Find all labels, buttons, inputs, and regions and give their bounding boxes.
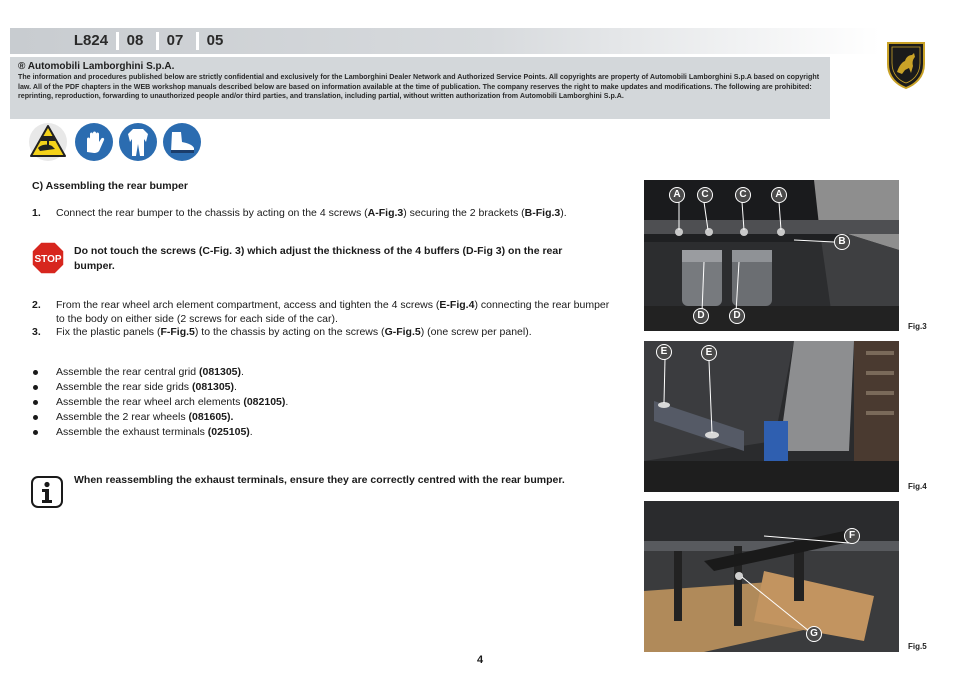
step-text-part: ) (one screw per panel). bbox=[420, 326, 532, 338]
legal-notice bbox=[10, 57, 830, 119]
step-ref: F-Fig.5 bbox=[160, 326, 195, 338]
step-ref: G-Fig.5 bbox=[384, 326, 421, 338]
step-text bbox=[56, 206, 612, 220]
step-ref: E-Fig.4 bbox=[439, 299, 475, 311]
figure-4-label: Fig.4 bbox=[908, 482, 927, 491]
lamborghini-logo-icon bbox=[884, 40, 928, 90]
stop-sign-text: STOP bbox=[34, 254, 62, 265]
code-separator bbox=[116, 32, 119, 50]
figure-3-label: Fig.3 bbox=[908, 322, 927, 331]
figure-4-photo bbox=[644, 341, 899, 492]
step-text-part: ) to the chassis by acting on the screws ( bbox=[194, 326, 385, 338]
step-text-part: Connect the rear bumper to the chassis by acting on the 4 screws ( bbox=[56, 207, 368, 219]
list-item bbox=[32, 365, 592, 380]
doc-code-section: 07 bbox=[166, 32, 184, 49]
list-item bbox=[32, 395, 592, 410]
section-title: C) Assembling the rear bumper bbox=[32, 180, 188, 192]
step-number: 2. bbox=[32, 299, 41, 311]
bullet-code: (081305) bbox=[198, 366, 242, 378]
bullet-text: Assemble the rear side grids bbox=[56, 381, 192, 393]
crush-warning-icon bbox=[28, 122, 68, 162]
doc-code-group: 08 bbox=[126, 32, 144, 49]
bullet-text: Assemble the exhaust terminals bbox=[56, 426, 208, 438]
figure-3-photo bbox=[644, 180, 899, 331]
step-ref: B-Fig.3 bbox=[524, 207, 561, 219]
bullet-text: Assemble the rear central grid bbox=[56, 366, 199, 378]
stop-sign-icon bbox=[31, 241, 65, 275]
callout-d: D bbox=[729, 308, 745, 324]
figure-5-image bbox=[644, 501, 899, 652]
safety-shoes-icon bbox=[162, 122, 202, 162]
callout-e: E bbox=[656, 344, 672, 360]
callout-e: E bbox=[701, 345, 717, 361]
info-icon bbox=[31, 476, 63, 508]
step-text-part: ) securing the 2 brackets ( bbox=[403, 207, 525, 219]
step-text-part: ). bbox=[560, 207, 567, 219]
page-number: 4 bbox=[477, 654, 484, 666]
bullet-code: (081305) bbox=[191, 381, 235, 393]
bullet-code: (082105) bbox=[243, 396, 286, 408]
overalls-icon bbox=[118, 122, 158, 162]
step-text bbox=[56, 325, 612, 339]
bullet-dot bbox=[33, 415, 38, 420]
doc-code-model: L824 bbox=[73, 32, 109, 49]
callout-g: G bbox=[806, 626, 822, 642]
bullet-text: Assemble the rear wheel arch elements bbox=[56, 396, 244, 408]
bullet-dot bbox=[33, 430, 38, 435]
list-item bbox=[32, 425, 592, 440]
step-text-part: Fix the plastic panels ( bbox=[56, 326, 161, 338]
bullet-dot bbox=[33, 370, 38, 375]
callout-a: A bbox=[771, 187, 787, 203]
step-ref: A-Fig.3 bbox=[367, 207, 404, 219]
step-number: 3. bbox=[32, 326, 41, 338]
gloves-icon bbox=[74, 122, 114, 162]
list-item bbox=[32, 380, 592, 395]
callout-c: C bbox=[697, 187, 713, 203]
callout-d: D bbox=[693, 308, 709, 324]
code-separator bbox=[156, 32, 159, 50]
callout-a: A bbox=[669, 187, 685, 203]
legal-title: ® Automobili Lamborghini S.p.A. bbox=[18, 61, 175, 72]
step-number: 1. bbox=[32, 207, 41, 219]
doc-code-page: 05 bbox=[206, 32, 224, 49]
figure-3-image bbox=[644, 180, 899, 331]
bullet-after: . bbox=[234, 381, 237, 393]
assembly-bullet-list bbox=[32, 365, 592, 440]
step-text-part: ) connecting the rear bumper to the body on either side (2 screws for each side of the car). bbox=[56, 299, 610, 325]
figure-5-label: Fig.5 bbox=[908, 642, 927, 651]
callout-c: C bbox=[735, 187, 751, 203]
list-item bbox=[32, 410, 592, 425]
bullet-dot bbox=[33, 400, 38, 405]
legal-text: The information and procedures published below are strictly confidential and exclusively for the Lamborghini Dealer Network and Authorized Service Points. All copyrights are property of Automobili Lamborghini S.p.A based on copyright law. All of the PDF chapters in the WEB workshop manuals described below are based on information available at the time of publication. The company reserves the right to make updates and modifications. The following are prohibited: reprinting, reproduction, forwarding to unauthorized people and/or third parties, and translation, including partial, without written authorization from Automobili Lamborghini S.p.A. bbox=[18, 73, 820, 101]
bullet-after: . bbox=[241, 366, 244, 378]
bullet-after: . bbox=[249, 426, 253, 438]
callout-f: F bbox=[844, 528, 860, 544]
stop-warning-text: Do not touch the screws (C-Fig. 3) which adjust the thickness of the 4 buffers (D-Fig 3) on the rear bumper. bbox=[74, 245, 563, 272]
step-text bbox=[56, 298, 612, 326]
bullet-after: . bbox=[285, 396, 289, 408]
figure-5-photo bbox=[644, 501, 899, 652]
info-note-text: When reassembling the exhaust terminals, ensure they are correctly centred with the rear bumper. bbox=[74, 474, 565, 486]
step-text-part: From the rear wheel arch element compartment, access and tighten the 4 screws ( bbox=[56, 299, 440, 311]
bullet-text: Assemble the 2 rear wheels bbox=[56, 411, 189, 423]
callout-b: B bbox=[834, 234, 850, 250]
bullet-dot bbox=[33, 385, 38, 390]
header-bar bbox=[10, 28, 880, 54]
code-separator bbox=[196, 32, 199, 50]
bullet-code: (025105) bbox=[207, 426, 250, 438]
bullet-code: (081605). bbox=[188, 411, 234, 423]
figure-4-image bbox=[644, 341, 899, 492]
